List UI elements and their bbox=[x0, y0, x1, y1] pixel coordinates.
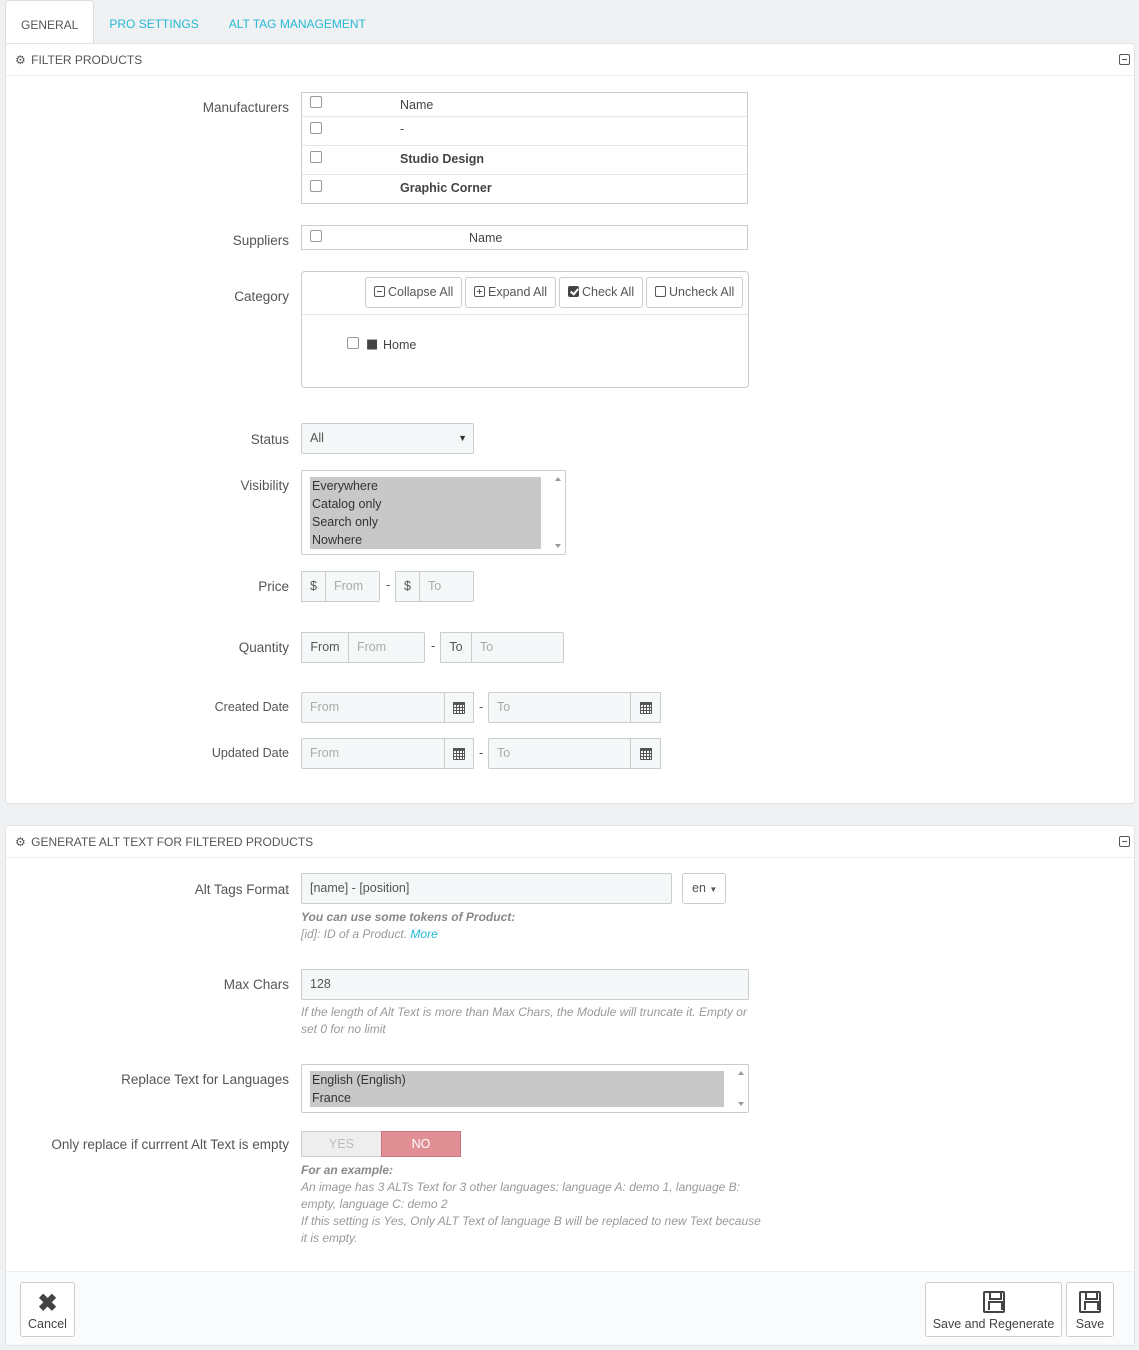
scroll-down-icon[interactable] bbox=[555, 544, 561, 548]
button-label: Save and Regenerate bbox=[932, 1317, 1055, 1331]
collapse-all-button[interactable] bbox=[365, 277, 462, 308]
scroll-down-icon[interactable] bbox=[738, 1102, 744, 1106]
unchecked-box-icon bbox=[655, 286, 666, 297]
help-text: If the length of Alt Text is more than Max Chars, the Module will truncate it. Empty or bbox=[301, 1005, 747, 1019]
language-dropdown[interactable] bbox=[682, 873, 726, 904]
select-all-checkbox[interactable] bbox=[310, 96, 322, 108]
save-button[interactable] bbox=[1066, 1282, 1114, 1337]
placeholder: From bbox=[310, 746, 340, 760]
suppliers-table bbox=[301, 225, 748, 250]
table-row bbox=[302, 117, 747, 146]
status-value: All bbox=[310, 431, 324, 445]
replace-languages-label: Replace Text for Languages bbox=[121, 1072, 289, 1087]
manufacturer-name: Studio Design bbox=[400, 152, 485, 166]
category-label: Category bbox=[234, 289, 289, 304]
placeholder: To bbox=[480, 640, 494, 654]
created-date-from-input[interactable] bbox=[301, 692, 445, 723]
tab-general[interactable]: GENERAL bbox=[5, 0, 94, 44]
placeholder: To bbox=[428, 579, 442, 593]
max-chars-label: Max Chars bbox=[223, 977, 289, 992]
quantity-from-addon: From bbox=[301, 632, 349, 663]
visibility-option[interactable]: Catalog only bbox=[312, 497, 382, 511]
row-checkbox[interactable] bbox=[310, 122, 322, 134]
alt-format-help bbox=[301, 909, 515, 943]
calendar-button[interactable] bbox=[630, 692, 661, 723]
created-date-label: Created Date bbox=[214, 700, 289, 714]
created-date-to-input[interactable] bbox=[488, 692, 631, 723]
alt-tags-format-input[interactable] bbox=[301, 873, 672, 904]
language-options bbox=[310, 1071, 724, 1107]
range-separator: - bbox=[479, 746, 484, 760]
table-row bbox=[302, 146, 747, 175]
folder-icon: ■ bbox=[366, 337, 379, 352]
updated-date-to-input[interactable] bbox=[488, 738, 631, 769]
panel-title: GENERATE ALT TEXT FOR FILTERED PRODUCTS bbox=[31, 835, 314, 849]
price-to-input[interactable] bbox=[419, 571, 474, 602]
input-value: [name] - [position] bbox=[310, 881, 410, 895]
help-text: [id]: ID of a Product. bbox=[301, 927, 408, 941]
tab-bar bbox=[5, 0, 381, 44]
panel-title: FILTER PRODUCTS bbox=[31, 53, 143, 67]
placeholder: From bbox=[357, 640, 387, 654]
help-text: empty, language C: demo 2 bbox=[301, 1197, 448, 1211]
help-title: For an example: bbox=[301, 1163, 394, 1177]
placeholder: From bbox=[310, 700, 340, 714]
quantity-label: Quantity bbox=[238, 640, 289, 655]
collapse-icon bbox=[374, 286, 385, 297]
divider bbox=[302, 314, 748, 315]
visibility-label: Visibility bbox=[240, 478, 289, 493]
manufacturer-name: - bbox=[400, 122, 405, 136]
help-title: You can use some tokens of Product: bbox=[301, 910, 516, 924]
calendar-icon bbox=[640, 702, 652, 714]
table-row bbox=[302, 175, 747, 203]
manufacturers-table bbox=[301, 92, 748, 204]
scrollbar[interactable] bbox=[553, 475, 563, 550]
toggle-yes[interactable]: YES bbox=[301, 1131, 381, 1157]
visibility-option[interactable]: Nowhere bbox=[312, 533, 363, 547]
button-label: Save bbox=[1075, 1317, 1105, 1331]
manufacturer-name: Graphic Corner bbox=[400, 181, 492, 195]
tree-item-home[interactable]: Home bbox=[383, 338, 417, 352]
tab-alt-tag-management[interactable]: ALT TAG MANAGEMENT bbox=[228, 17, 366, 31]
cancel-button[interactable] bbox=[20, 1282, 75, 1337]
range-separator: - bbox=[431, 639, 436, 653]
collapse-icon[interactable] bbox=[1119, 836, 1130, 847]
visibility-option[interactable]: Everywhere bbox=[312, 479, 378, 493]
gears-icon: ⚙ bbox=[15, 53, 26, 67]
manufacturers-label: Manufacturers bbox=[202, 100, 289, 115]
languages-multiselect[interactable] bbox=[301, 1064, 749, 1113]
save-icon bbox=[983, 1291, 1005, 1313]
calendar-icon bbox=[453, 702, 465, 714]
visibility-options bbox=[310, 477, 541, 549]
save-icon bbox=[1079, 1291, 1101, 1313]
only-replace-toggle[interactable] bbox=[301, 1131, 461, 1157]
only-replace-label: Only replace if currrent Alt Text is empty bbox=[51, 1137, 289, 1152]
row-checkbox[interactable] bbox=[310, 151, 322, 163]
expand-icon bbox=[474, 286, 485, 297]
range-separator: - bbox=[479, 700, 484, 714]
save-and-regenerate-button[interactable] bbox=[925, 1282, 1062, 1337]
language-code: en bbox=[692, 881, 706, 895]
calendar-icon bbox=[453, 748, 465, 760]
check-all-button[interactable] bbox=[559, 277, 643, 308]
status-label: Status bbox=[250, 432, 289, 447]
placeholder: To bbox=[497, 700, 511, 714]
collapse-icon[interactable] bbox=[1119, 54, 1130, 65]
help-text: An image has 3 ALTs Text for 3 other languages: language A: demo 1, language B: bbox=[301, 1180, 740, 1194]
status-select[interactable] bbox=[301, 423, 474, 454]
suppliers-label: Suppliers bbox=[232, 233, 289, 248]
caret-down-icon: ▼ bbox=[709, 885, 718, 894]
panel-footer bbox=[6, 1271, 1134, 1345]
updated-date-from-input[interactable] bbox=[301, 738, 445, 769]
panel-heading bbox=[6, 826, 1134, 858]
table-header-row bbox=[302, 226, 747, 249]
button-label: Check All bbox=[582, 285, 635, 299]
max-chars-help bbox=[301, 1004, 747, 1038]
quantity-from-input[interactable] bbox=[348, 632, 425, 663]
filter-products-panel bbox=[5, 43, 1135, 804]
language-option[interactable]: English (English) bbox=[312, 1073, 406, 1087]
alt-tags-format-label: Alt Tags Format bbox=[194, 882, 289, 897]
button-label: Uncheck All bbox=[669, 285, 735, 299]
panel-heading bbox=[6, 44, 1134, 76]
help-text: If this setting is Yes, Only ALT Text of language B will be replaced to new Text because bbox=[301, 1214, 761, 1228]
column-header-name: Name bbox=[469, 231, 503, 245]
row-checkbox[interactable] bbox=[310, 180, 322, 192]
help-text: it is empty. bbox=[301, 1231, 358, 1245]
currency-addon: $ bbox=[395, 571, 420, 602]
only-replace-help bbox=[301, 1162, 761, 1247]
quantity-to-addon: To bbox=[440, 632, 472, 663]
expand-all-button[interactable] bbox=[465, 277, 556, 308]
visibility-option[interactable]: Search only bbox=[312, 515, 379, 529]
language-option[interactable]: France bbox=[312, 1091, 351, 1105]
calendar-button[interactable] bbox=[444, 738, 474, 769]
button-label: Expand All bbox=[488, 285, 548, 299]
chevron-down-icon: ▼ bbox=[458, 433, 467, 443]
quantity-to-input[interactable] bbox=[471, 632, 564, 663]
help-line bbox=[301, 926, 515, 943]
gears-icon: ⚙ bbox=[15, 835, 26, 849]
column-header-name: Name bbox=[400, 98, 434, 112]
more-link[interactable]: More bbox=[410, 927, 438, 941]
button-label: Collapse All bbox=[388, 285, 454, 299]
currency-addon: $ bbox=[301, 571, 326, 602]
close-icon: ✖ bbox=[37, 1290, 58, 1317]
price-label: Price bbox=[258, 579, 289, 594]
scroll-up-icon[interactable] bbox=[738, 1071, 744, 1075]
calendar-button[interactable] bbox=[444, 692, 474, 723]
generate-alt-text-panel bbox=[5, 825, 1135, 1346]
placeholder: From bbox=[334, 579, 364, 593]
tab-pro-settings[interactable]: PRO SETTINGS bbox=[109, 17, 199, 31]
visibility-multiselect[interactable] bbox=[301, 470, 566, 555]
range-separator: - bbox=[386, 578, 391, 592]
table-header-row bbox=[302, 93, 747, 117]
calendar-button[interactable] bbox=[630, 738, 661, 769]
input-value: 128 bbox=[310, 977, 331, 991]
category-tree bbox=[301, 271, 749, 388]
placeholder: To bbox=[497, 746, 511, 760]
max-chars-input[interactable] bbox=[301, 969, 749, 1000]
help-text: set 0 for no limit bbox=[301, 1022, 386, 1036]
button-label: Cancel bbox=[28, 1317, 67, 1331]
select-all-checkbox[interactable] bbox=[310, 230, 322, 242]
uncheck-all-button[interactable] bbox=[646, 277, 743, 308]
checked-box-icon bbox=[568, 286, 579, 297]
scrollbar[interactable] bbox=[736, 1069, 746, 1108]
updated-date-label: Updated Date bbox=[211, 746, 289, 760]
calendar-icon bbox=[640, 748, 652, 760]
category-checkbox-home[interactable] bbox=[347, 337, 359, 349]
toggle-no[interactable]: NO bbox=[381, 1131, 461, 1157]
price-from-input[interactable] bbox=[325, 571, 380, 602]
scroll-up-icon[interactable] bbox=[555, 477, 561, 481]
